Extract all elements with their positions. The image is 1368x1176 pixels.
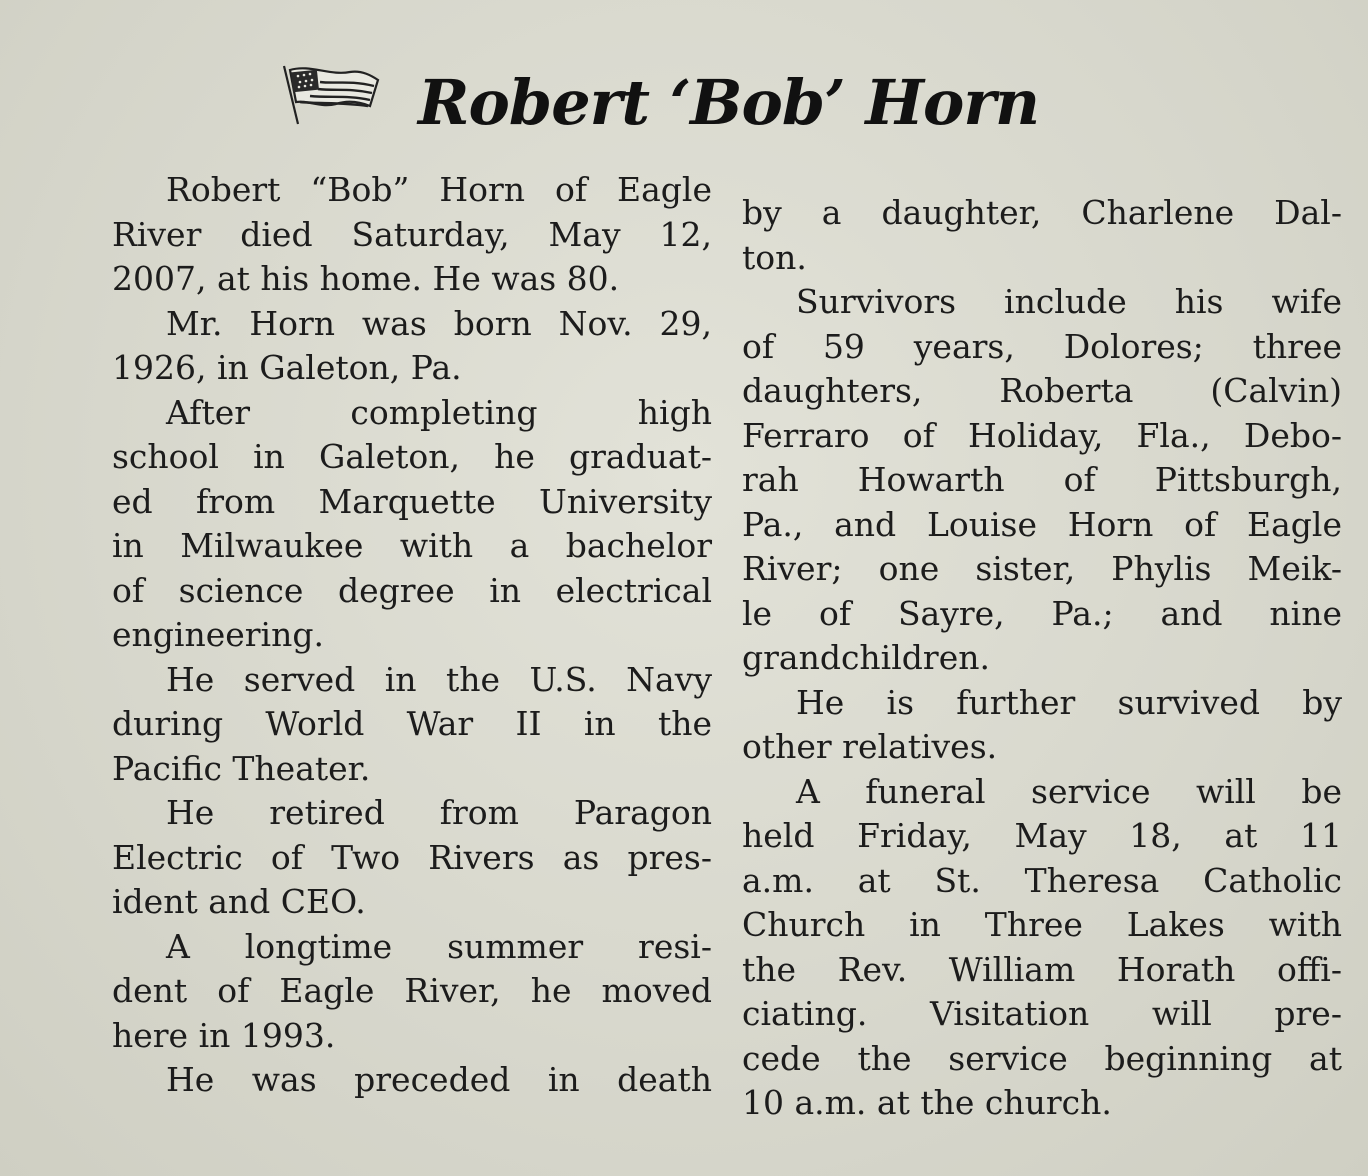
- text-line: Pa., and Louise Horn of Eagle: [742, 504, 1342, 544]
- text-line: during World War II in the: [112, 704, 712, 743]
- text-line: He is further survived by: [796, 682, 1342, 722]
- obituary-title: Robert ‘Bob’ Horn: [418, 66, 1040, 139]
- text-line: ident and CEO.: [112, 882, 366, 921]
- text-line: of 59 years, Dolores; three: [742, 326, 1342, 366]
- text-line: Ferraro of Holiday, Fla., Debo-: [742, 415, 1342, 455]
- text-line: Church in Three Lakes with: [742, 905, 1342, 944]
- left-column: [112, 168, 712, 1103]
- text-line: by a daughter, Charlene Dal-: [742, 193, 1342, 232]
- text-line: grandchildren.: [742, 638, 990, 677]
- text-line: the Rev. William Horath offi-: [742, 949, 1342, 989]
- text-line: rah Howarth of Pittsburgh,: [742, 460, 1342, 499]
- text-line: After completing high: [166, 392, 712, 432]
- text-line: He served in the U.S. Navy: [166, 659, 712, 699]
- text-line: ciating. Visitation will pre-: [742, 994, 1342, 1033]
- text-line: 10 a.m. at the church.: [742, 1083, 1112, 1122]
- text-line: A funeral service will be: [796, 771, 1342, 811]
- text-line: a.m. at St. Theresa Catholic: [742, 860, 1342, 900]
- text-line: daughters, Roberta (Calvin): [742, 371, 1342, 410]
- text-line: in Milwaukee with a bachelor: [112, 526, 712, 565]
- text-line: Survivors include his wife: [796, 282, 1342, 321]
- text-line: cede the service beginning at: [742, 1038, 1342, 1078]
- text-line: 1926, in Galeton, Pa.: [112, 348, 462, 387]
- text-line: engineering.: [112, 615, 324, 654]
- text-line: He retired from Paragon: [166, 793, 712, 832]
- text-line: Pacific Theater.: [112, 748, 371, 788]
- american-flag-icon: [280, 62, 380, 128]
- text-line: other relatives.: [742, 727, 998, 766]
- text-line: here in 1993.: [112, 1015, 336, 1055]
- text-line: River; one sister, Phylis Meik-: [742, 549, 1342, 588]
- text-line: le of Sayre, Pa.; and nine: [742, 593, 1342, 633]
- right-column: [742, 191, 1342, 1126]
- text-line: Mr. Horn was born Nov. 29,: [166, 303, 712, 343]
- text-line: dent of Eagle River, he moved: [112, 971, 712, 1010]
- text-line: A longtime summer resi-: [166, 926, 712, 966]
- text-line: ed from Marquette University: [112, 481, 712, 521]
- text-line: of science degree in electrical: [112, 570, 712, 610]
- text-line: He was preceded in death: [166, 1060, 712, 1099]
- text-line: Robert “Bob” Horn of Eagle: [166, 170, 712, 209]
- headline: [280, 58, 1040, 148]
- text-line: held Friday, May 18, at 11: [742, 816, 1342, 855]
- text-line: ton.: [742, 237, 807, 277]
- text-line: River died Saturday, May 12,: [112, 214, 712, 254]
- text-line: school in Galeton, he graduat-: [112, 437, 712, 476]
- text-line: 2007, at his home. He was 80.: [112, 259, 620, 298]
- text-line: Electric of Two Rivers as pres-: [112, 837, 712, 877]
